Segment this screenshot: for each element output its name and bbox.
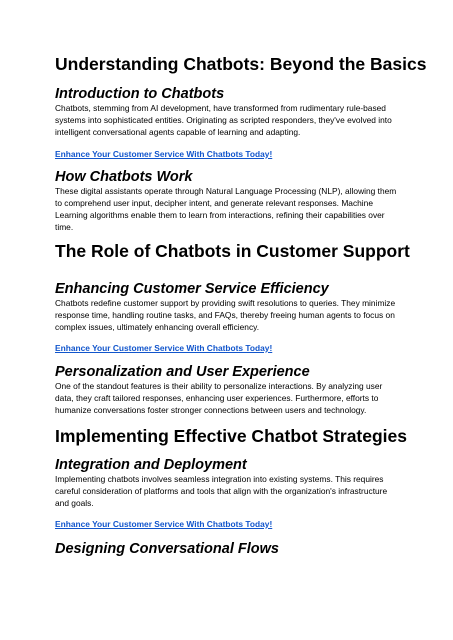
paragraph-line: humanize conversations foster stronger connections between users and technology. bbox=[55, 405, 367, 415]
paragraph-line: response time, handling routine tasks, and FAQs, thereby freeing human agents to focus on bbox=[55, 310, 395, 320]
paragraph-line: Chatbots, stemming from AI development, have transformed from rudimentary rule-based bbox=[55, 103, 386, 113]
paragraph-line: One of the standout features is their ability to personalize interactions. By analyzing user bbox=[55, 381, 383, 391]
subheading-integration-deployment: Integration and Deployment bbox=[55, 457, 247, 473]
paragraph-introduction bbox=[55, 102, 400, 138]
paragraph-line: Implementing chatbots involves seamless integration into existing systems. This requires bbox=[55, 474, 384, 484]
subheading-designing-flows: Designing Conversational Flows bbox=[55, 541, 279, 557]
paragraph-line: Learning algorithms enable them to learn from interactions, refining their capabilities over bbox=[55, 210, 385, 220]
paragraph-line: to comprehend user input, decipher intent, and generate relevant responses. Machine bbox=[55, 198, 373, 208]
enhance-service-link-1[interactable]: Enhance Your Customer Service With Chatbots Today! bbox=[55, 149, 273, 159]
subheading-introduction-to-chatbots: Introduction to Chatbots bbox=[55, 86, 225, 102]
paragraph-line: careful consideration of platforms and tools that align with the organization's infrastructure bbox=[55, 486, 388, 496]
subheading-personalization: Personalization and User Experience bbox=[55, 364, 310, 380]
paragraph-line: Chatbots redefine customer support by providing swift resolutions to queries. They minimize bbox=[55, 298, 396, 308]
paragraph-enhancing-efficiency bbox=[55, 297, 400, 333]
enhance-service-link-3[interactable]: Enhance Your Customer Service With Chatbots Today! bbox=[55, 519, 273, 529]
subheading-how-chatbots-work: How Chatbots Work bbox=[55, 169, 193, 185]
paragraph-line: and goals. bbox=[55, 498, 94, 508]
paragraph-how-chatbots-work bbox=[55, 185, 400, 233]
paragraph-line: systems into sophisticated entities. Originating as scripted responders, they've evolved into bbox=[55, 115, 392, 125]
section-title-understanding-chatbots: Understanding Chatbots: Beyond the Basics bbox=[55, 54, 427, 74]
paragraph-line: These digital assistants operate through Natural Language Processing (NLP), allowing them bbox=[55, 186, 397, 196]
subheading-enhancing-efficiency: Enhancing Customer Service Efficiency bbox=[55, 281, 329, 297]
section-title-role-of-chatbots: The Role of Chatbots in Customer Support bbox=[55, 241, 410, 261]
enhance-service-link-2[interactable]: Enhance Your Customer Service With Chatbots Today! bbox=[55, 343, 273, 353]
paragraph-line: intelligent conversational agents capable of learning and adapting. bbox=[55, 127, 301, 137]
paragraph-integration-deployment bbox=[55, 473, 400, 509]
paragraph-line: complex issues, ultimately enhancing overall efficiency. bbox=[55, 322, 260, 332]
paragraph-personalization bbox=[55, 380, 400, 416]
paragraph-line: data, they craft tailored responses, enhancing user experiences. Furthermore, efforts to bbox=[55, 393, 379, 403]
paragraph-line: time. bbox=[55, 222, 74, 232]
section-title-implementing-strategies: Implementing Effective Chatbot Strategies bbox=[55, 426, 408, 446]
